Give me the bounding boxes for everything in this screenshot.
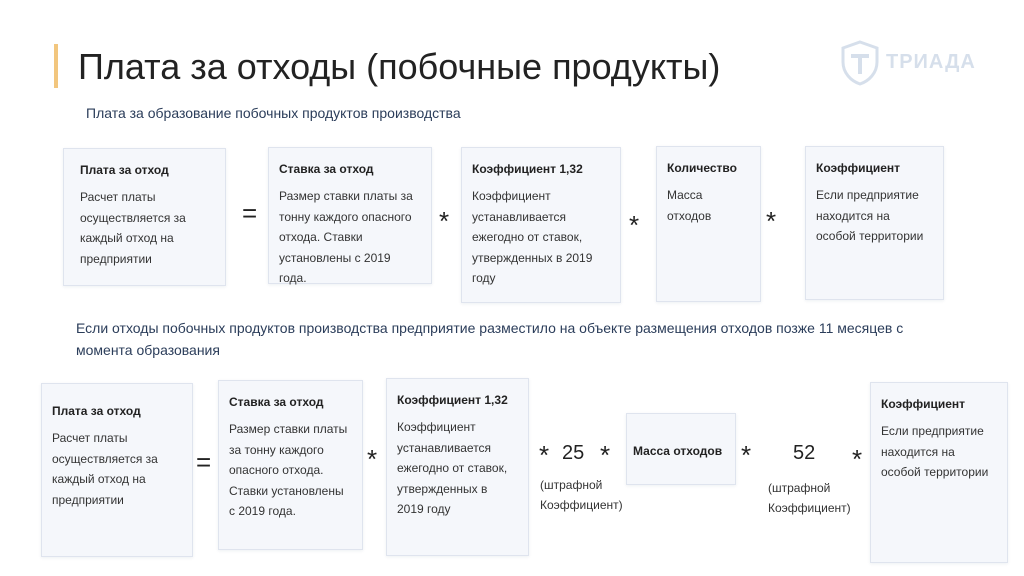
row2-equals: = (196, 447, 212, 477)
accent-bar (54, 44, 58, 88)
logo-text: ТРИАДА (886, 51, 976, 73)
row1-box-territory (805, 146, 944, 300)
box-title: Коэффициент 1,32 (472, 162, 583, 176)
box-body: Если предприятие находится на особой территории (881, 424, 989, 479)
row1-box-fee (63, 148, 226, 286)
subtitle: Плата за образование побочных продуктов производства (86, 105, 461, 121)
box-title: Ставка за отход (229, 395, 324, 409)
box-title: Количество (667, 161, 737, 175)
box-body: Если предприятие находится на особой территории (816, 188, 924, 243)
row1-multiply-1: * (439, 206, 450, 236)
box-body: Коэффициент устанавливается ежегодно от ставок, утвержденных в 2019 году (397, 420, 508, 516)
condition-note: Если отходы побочных продуктов производства предприятие разместило на объекте размещения отходов позже 11 месяцев с момента образования (76, 320, 904, 358)
row1-equals: = (242, 198, 258, 228)
shield-icon (840, 40, 880, 86)
row1-box-coef132 (461, 147, 621, 303)
row2-penalty-label-1: (штрафной Коэффициент) (540, 478, 623, 512)
box-body: Коэффициент устанавливается ежегодно от ставок, утвержденных в 2019 году (472, 189, 593, 285)
row2-multiply-2: * (741, 440, 752, 470)
row2-multiply-1: * (367, 444, 378, 474)
row1-multiply-2: * (629, 210, 640, 240)
box-title: Коэффициент 1,32 (397, 393, 508, 407)
row2-box-territory (870, 382, 1008, 563)
box-title: Масса отходов (633, 444, 723, 458)
box-title: Коэффициент (881, 397, 966, 411)
box-body: Расчет платы осуществляется за каждый отход на предприятии (52, 431, 158, 507)
row2-box-fee (41, 383, 193, 557)
row2-penalty-value-25: 25 (562, 442, 585, 464)
row2-box-mass (626, 413, 736, 485)
box-body: Расчет платы осуществляется за каждый отход на предприятии (80, 190, 186, 266)
row1-multiply-3: * (766, 206, 777, 236)
row2-box-rate (218, 380, 363, 550)
row2-penalty-label-2: (штрафной Коэффициент) (768, 481, 851, 515)
box-title: Ставка за отход (279, 162, 374, 176)
logo (840, 38, 980, 90)
row2-penalty-value-52: 52 (793, 442, 816, 464)
row2-multiply-3: * (852, 444, 863, 474)
row2-penalty-star-2: * (600, 440, 611, 470)
page-title: Плата за отходы (побочные продукты) (78, 46, 721, 87)
box-title: Плата за отход (52, 404, 141, 418)
row2-box-coef132 (386, 378, 529, 556)
row1-box-quantity (656, 146, 761, 302)
box-title: Плата за отход (80, 163, 169, 177)
box-title: Коэффициент (816, 161, 901, 175)
box-body: Размер ставки платы за тонну каждого опасного отхода. Ставки установлены с 2019 года. (229, 422, 348, 518)
row1-box-rate (268, 147, 432, 284)
box-body: Масса отходов (667, 188, 712, 223)
row2-penalty-star: * (539, 440, 550, 470)
box-body: Размер ставки платы за тонну каждого опасного отхода. Ставки установлены с 2019 года. (279, 189, 413, 285)
